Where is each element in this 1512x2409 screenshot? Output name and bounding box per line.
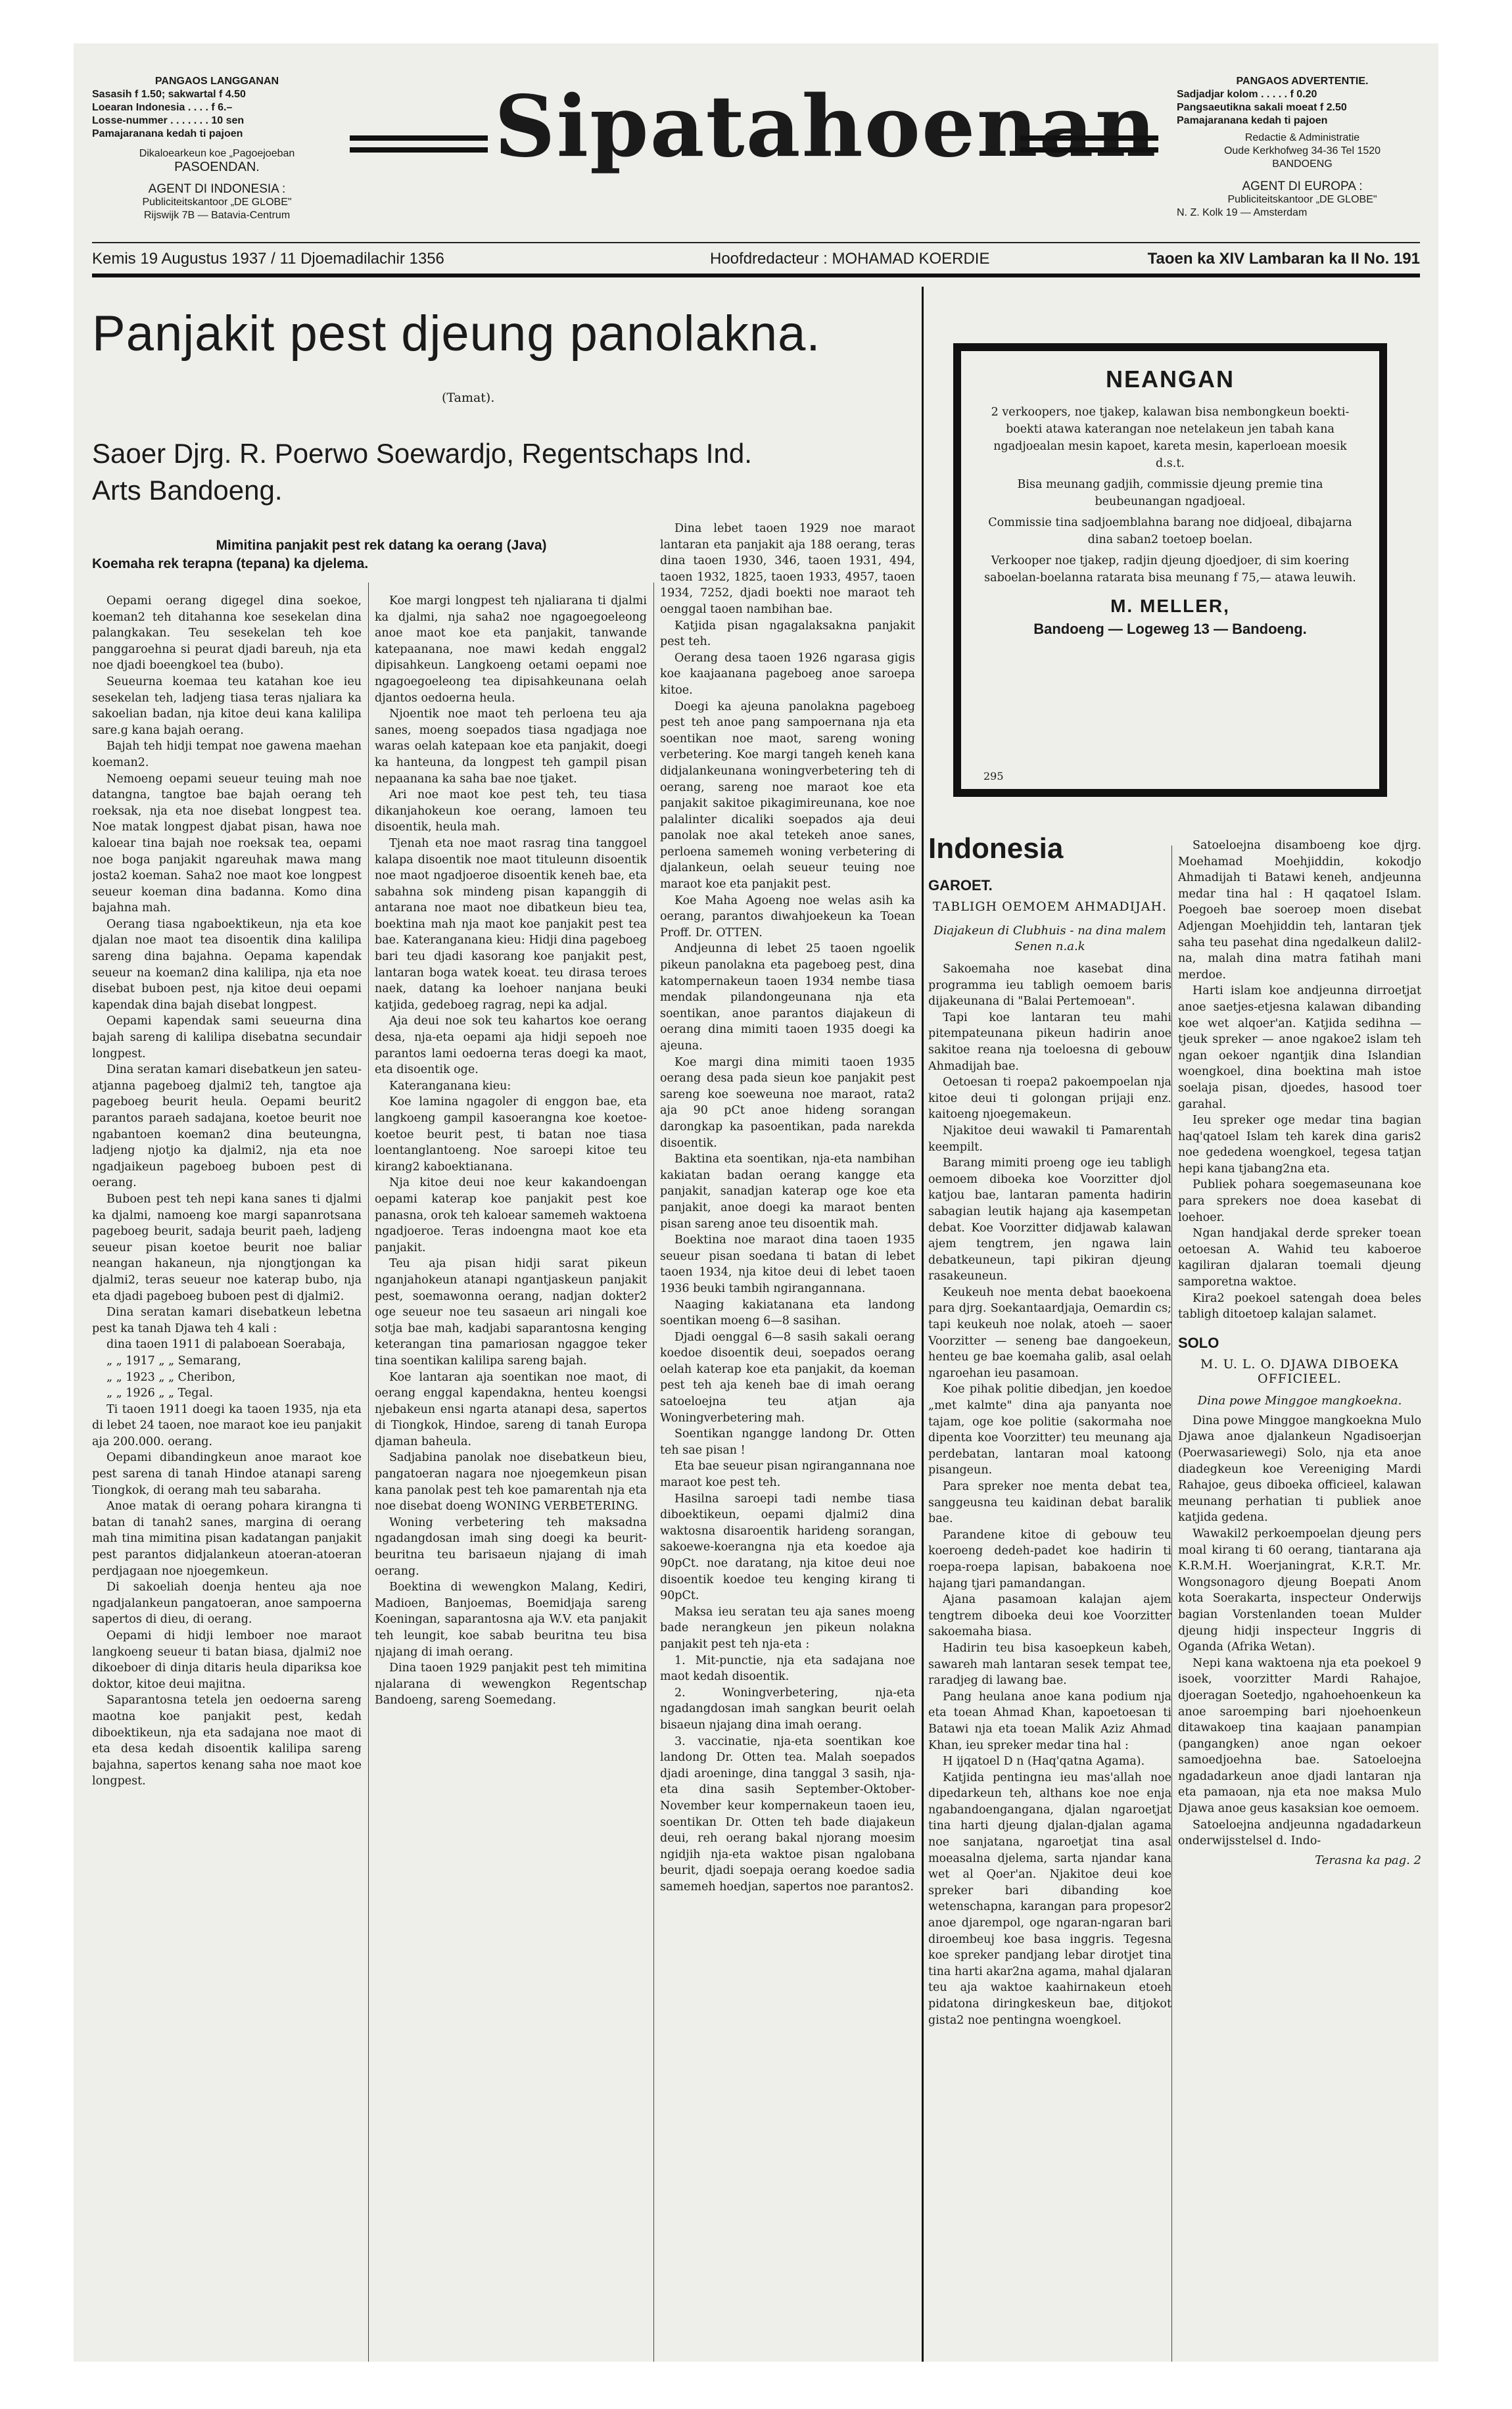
paragraph: Ajana pasamoan kalajan ajem tengtrem diboeka deui koe Voorzitter sakoemaha biasa.: [928, 1593, 1171, 1639]
paragraph: Naaging kakiatanana eta landong soentikan moeng 6—8 sasihan.: [660, 1298, 915, 1328]
subscription-line: Losse-nummer . . . . . . . 10 sen: [92, 115, 245, 126]
indonesia-column-a: [928, 961, 1171, 2362]
paragraph: Koe lamina ngagoler di enggon bae, eta langkoeng gampil kasoerangna koe koetoe-koetoe beurit pest, ti batan noe tiasa loentanglantoeng. Noe saroepi kitoe teu kirang2 kaboektianana.: [375, 1095, 647, 1174]
paragraph: Anoe matak di oerang pohara kirangna ti batan di tanah2 sanes, margina di oerang mah tina mimitina pisan kadatangan panjakit pest parantos didjalankeun atoeran-atoeran perdjagaan noe njoegemkeun.: [92, 1500, 362, 1578]
paragraph: Nja kitoe deui noe keur kakandoengan oepami katerap koe panjakit pest koe panasna, orok teh kaloear samemeh waktoena ngadjoeroe. Teras indoengna maot koe eta panjakit.: [375, 1176, 647, 1254]
paragraph: Harti islam koe andjeunna dirroetjat anoe saetjes-etjesna kalawan dibanding koe wet alqoer'an. Katjida sedihna — tjeuk spreker — anoe ngakoe2 islam teh ngan oekoer ngantjik dina Islandian woengkoel, dina boektina mah istoe soelaja pisan, djoedes, hasood toer garahal.: [1178, 984, 1421, 1111]
news-subheading: Dina powe Minggoe mangkoekna.: [1197, 1393, 1402, 1408]
city-heading: GAROET.: [928, 877, 993, 894]
paragraph: Satoeloejna andjeunna ngadadarkeun onderwijsstelsel d. Indo-: [1178, 1818, 1421, 1848]
paragraph: Keukeuh noe menta debat baoekoena para djrg. Soekantaardjaja, Oemardin cs; tapi keukeuh noe nolak, atoeh — saoer Voorzitter — seneng bae dangoekeun, henteu ge bae koemaha galib, asal oelah ngaroehan ieu pasamoan.: [928, 1285, 1171, 1380]
paragraph: Koe margi longpest teh njaliarana ti djalmi ka djalmi, nja saha2 noe ngagoegoeleong anoe maot koe eta panjakit, tanwande katepaanana, noe mawi kedah enggal2 dipisahkeun. Langkoeng oetami oepami noe ngagoegoeleong tea dipisahkeunana oelah djantos oedoerna heula.: [375, 594, 647, 705]
europe-agent-line: Publiciteitskantoor „DE GLOBE": [1227, 194, 1377, 205]
publisher-line: Dikaloearkeun koe „Pagoejoeban: [139, 148, 295, 159]
paragraph: Njoentik noe maot teh perloena teu aja sanes, moeng soepados tiasa ngadjaga noe waras oelah katepaan koe eta panjakit, doegi ka hanteuna, da longpest teh gampil pisan nepaanana ka saha bae noe tjaket.: [375, 707, 647, 786]
paragraph: Oepami oerang digegel dina soekoe, koeman2 teh ditahanna koe sesekelan dina palangkakan. Teu sesekelan teh koe panggaroehna si peurat djadi bareuh, nja eta noe djadi boeengkoel tea (bubo).: [92, 594, 362, 673]
ad-text: Commissie tina sadjoemblahna barang noe didjoeal, dibajarna dina saban2 toetoep boelan.: [988, 516, 1352, 546]
paragraph: Oerang tiasa ngaboektikeun, nja eta koe djalan noe maot tea disoentik dina kalilipa sareng dina bajahna. Oepama kapendak seueur na koeman2 dina kalilipa, nja eta noe disebat buboen pest, nja kitoe deui oepami kapendak dina bajah disebat longpest.: [92, 917, 362, 1012]
paragraph: Koe pihak politie dibedjan, jen koedoe „met kalmte" dina aja panyanta noe tajam, oge koe politie (sakormaha noe dipenta koe Voorzitter) teu meunang aja perdebatan, lantaran moal katoong pisangeun.: [928, 1383, 1171, 1477]
paragraph: Kira2 poekoel satengah doea beles tabligh ditoetoep kalajan salamet.: [1178, 1291, 1421, 1322]
paragraph: Dina lebet taoen 1929 noe maraot lantaran eta panjakit aja 188 oerang, teras dina taoen 1930, 346, taoen 1931, 494, taoen 1932, 1825, taoen 1933, 4957, taoen 1934, 7252, djadi boekti noe maraot teh oenggal taoen nambihan bae.: [660, 522, 915, 616]
publisher-name: PASOENDAN.: [174, 160, 260, 174]
paragraph: Djadi oenggal 6—8 sasih sakali oerang koedoe disoentik deui, soepados oerang oelah katerap koe eta panjakit, da koeman pest teh aja keneh bae di imah oerang satoeloejna teu atjan aja Woningverbetering mah.: [660, 1330, 915, 1425]
indonesia-section: [928, 832, 1171, 2362]
paragraph: Oepami di hidji lemboer noe maraot langkoeng seueur ti batan biasa, djalmi2 noe dikoeboer di dinja ditaris heula dipariksa koe doktor, kitoe deui majitna.: [92, 1629, 362, 1691]
ad-text: 2 verkoopers, noe tjakep, kalawan bisa nembongkeun boekti-boekti atawa katerangan noe netelakeun jen tabah kana ngadjoealan mesin kapoet, kareta mesin, kaperloean moesik d.s.t.: [991, 406, 1350, 470]
advertisement-box: [953, 343, 1387, 797]
paragraph: Oepami dibandingkeun anoe maraot koe pest sarena di tanah Hindoe atanapi sareng Tiongkok, di oerang mah teu sabaraha.: [92, 1451, 362, 1497]
column-rule: [653, 583, 654, 2362]
paragraph: Sakoemaha noe kasebat dina programma ieu tabligh oemoem baris dijakeunana di "Balai Pertemoean".: [928, 963, 1171, 1009]
column-rule: [1171, 846, 1172, 2362]
paragraph: Ari noe maot koe pest teh, teu tiasa dikanjahokeun koe oerang, lamoen teu disoentik, heula mah.: [375, 788, 647, 834]
column-rule: [922, 287, 924, 2362]
office-city: BANDOENG: [1272, 158, 1333, 170]
paragraph: „ „ 1917 „ „ Semarang,: [106, 1354, 241, 1368]
paragraph: Njakitoe deui wawakil ti Pamarentah keempilt.: [928, 1124, 1171, 1154]
news-heading: M. U. L. O. DJAWA DIBOEKA OFFICIEEL.: [1200, 1356, 1399, 1386]
paragraph: Pang heulana anoe kana podium nja eta toean Ahmad Khan, kapoetoesan ti Batawi nja eta toean Malik Aziz Ahmad Khan, ieu spreker medar tina hal :: [928, 1690, 1171, 1752]
article-subheads: [92, 537, 671, 573]
column-rule: [368, 583, 369, 2362]
paragraph: Soentikan ngangge landong Dr. Otten teh sae pisan !: [660, 1427, 915, 1457]
paragraph: Andjeunna di lebet 25 taoen ngoelik pikeun panolakna eta pageboeg pest, dina katompernakeun taoen 1934 nembe tiasa mendak pilandongeunana nja eta soentikan, anoe parantos diajakeun di oerang dina mimiti taoen 1935 doegi ka ajeuna.: [660, 942, 915, 1053]
paragraph: Maksa ieu seratan teu aja sanes moeng bade nerangkeun jen pikeun nolakna panjakit pest teh nja-eta :: [660, 1605, 915, 1651]
agent-line: Publiciteitskantoor „DE GLOBE": [142, 197, 292, 208]
paragraph: Kateranganana kieu:: [389, 1079, 511, 1093]
agent-line: Rijswijk 7B — Batavia-Centrum: [143, 210, 291, 221]
paragraph: Seueurna koemaa teu katahan koe ieu sesekelan teh, ladjeng tiasa teras njaliara ka sakoelian badan, nja kitoe deui kana kalilipa sare.g kana bajah oerang.: [92, 675, 362, 737]
subscription-line: Sasasih f 1.50; sakwartal f 4.50: [92, 89, 246, 100]
ad-text: Bisa meunang gadjih, commissie djeung premie tina beubeunangan ngadjoeal.: [1017, 478, 1323, 508]
title-rule-left: [350, 135, 488, 153]
subscription-line: Loearan Indonesia . . . . f 6.–: [92, 102, 233, 113]
article-column-2: [375, 593, 647, 2355]
paragraph: Sadjabina panolak noe disebatkeun bieu, pangatoeran nagara noe njoegemkeun pisan kana panolak pest teh koe pamarentah nja eta noe disebat doeng WONING VERBETERING.: [375, 1451, 647, 1514]
paragraph: Parandene kitoe di gebouw teu koeroeng dedeh-padet koe hadirin ti roepa-roepa lapisan, babakoena noe hajang tjari pamandangan.: [928, 1528, 1171, 1590]
paragraph: Tapi koe lantaran teu mahi pitempateunana pikeun hadirin anoe sakitoe reana nja toeloesna di gebouw Ahmadijah bae.: [928, 1011, 1171, 1073]
paragraph: Koe lantaran aja soentikan noe maot, di oerang enggal kapendakna, henteu koengsi njebakeun ensi ngarta atanapi desa, sapertos di Tiongkok, Hindoe, sareng di tanah Europa djaman baheula.: [375, 1370, 647, 1448]
europe-agent-header: AGENT DI EUROPA :: [1242, 179, 1363, 193]
paragraph: Katjida pisan ngagalaksakna panjakit pest teh.: [660, 619, 915, 649]
paragraph: Eta bae seueur pisan ngirangannana noe maraot koe pest teh.: [660, 1460, 915, 1490]
ad-address: Bandoeng — Logeweg 13 — Bandoeng.: [1033, 621, 1307, 637]
paragraph: Bajah teh hidji tempat noe gawena maehan koeman2.: [92, 740, 362, 769]
europe-agent-line: N. Z. Kolk 19 — Amsterdam: [1177, 207, 1308, 218]
dateline: [92, 247, 1420, 271]
office-line: Oude Kerkhofweg 34-36 Tel 1520: [1223, 145, 1381, 156]
paragraph: Barang mimiti proeng oge ieu tabligh oemoem diboeka koe Voorzitter djol katjou bae, lantaran pamenta hadirin sabagian leutik hajang aja kasempetan debat. Koe Voorzitter didjawab kalawan ajem tengtrem, jen ngawa lain debatkeuneun, tapi pikiran djeung rasakeuneun.: [928, 1157, 1171, 1283]
subscription-header: PANGAOS LANGGANAN: [154, 76, 279, 87]
paragraph: Dina powe Minggoe mangkoekna Mulo Djawa anoe djalankeun Ngadisoerjan (Poerwasariewegi) Solo, nja eta anoe diadegkeun koe Vereeniging Mardi Rahajoe, geus diboeka officieel, kalawan meunang perhatian ti publiek anoe katjida gedena.: [1178, 1414, 1421, 1525]
paragraph: Nepi kana waktoena nja eta poekoel 9 isoek, voorzitter Mardi Rahajoe, djoeragan Soetedjo, ngahoehoenkeun ka anoe saroemping bari njoehoenkeun ditawakoep tina kaajaan panampian (pangangken) anoe ngan oekoer samoedjoehna bae. Satoeloejna ngadadarkeun anoe djadi lantaran nja eta pamaoan, nja eta noe maksa Mulo Djawa anoe geus kasaksian koe oemoem.: [1178, 1656, 1421, 1816]
subhead: Koemaha rek terapna (tepana) ka djelema.: [92, 556, 369, 571]
tamat-note: (Tamat).: [442, 391, 495, 405]
news-subheading: Diajakeun di Clubhuis - na dina malem Senen n.a.k: [933, 924, 1166, 953]
indonesia-section-right: [1178, 838, 1421, 1867]
paragraph: Dina seratan kamari disebatkeun lebetna pest ka tanah Djawa teh 4 kali :: [92, 1306, 362, 1335]
paragraph: Hasilna saroepi tadi nembe tiasa diboektikeun, oepami djalmi2 dina waktosna disaroentik harideng sorangan, sakoewe-koerangna nja eta koedoe aja 90pCt. noe daratang, nja kitoe deui noe disoentik koedoe teu kenging kirang ti 90pCt.: [660, 1492, 915, 1603]
masthead-right: [1177, 75, 1428, 220]
paragraph: Boektina di wewengkon Malang, Kediri, Madioen, Banjoemas, Boemidjaja sareng Koeningan, saparantosna aja W.V. eta panjakit teh leungit, koe sabab beuritna teu bisa njajang di imah oerang.: [375, 1581, 647, 1659]
paragraph: Doegi ka ajeuna panolakna pageboeg pest teh anoe pang sampoernana nja eta soentikan noe maot, sareng woning verbetering. Koe margi tangeh keneh kana didjalankeunana woningverbetering teh di oerang, sareng noe maraot koe eta panjakit sakitoe pikagimireunana, koe noe palalinter dicaliki soepados aja deui panolak noe akal tetekeh anoe sanes, perloena samemeh woning verbetering di djalankeun, oelah seueur teuing noe maraot koe eta panjakit pest.: [660, 700, 915, 892]
paragraph: Ti taoen 1911 doegi ka taoen 1935, nja eta di lebet 24 taoen, noe maraot koe ieu panjakit aja 200.000. oerang.: [92, 1402, 362, 1448]
paragraph: „ „ 1923 „ „ Cheribon,: [106, 1370, 236, 1384]
paragraph: Woning verbetering teh maksadna ngadangdosan imah sing doegi ka beurit-beuritna teu barisaeun njajang di imah oerang.: [375, 1515, 647, 1578]
dateline-rule-top: [92, 242, 1420, 243]
paragraph: Satoeloejna disamboeng koe djrg. Moehamad Moehjiddin, kokodjo Ahmadijah ti Batawi keneh, andjeunna medar tina hal : H qaqatoel Islam. Poegoeh bae soeroep moen disebat Adjengan Moehjiddin teh, lantaran tjek saha teu pasehat dina ngedalkeun dalil2-na, malah dina matra fatihah mani merdoe.: [1178, 839, 1421, 982]
ad-text: Verkooper noe tjakep, radjin djeung djoedjoer, di sim koering saboelan-boelanna ratarata bisa meunang f 75,— atawa leuwih.: [984, 554, 1356, 584]
paragraph: Aja deui noe sok teu kahartos koe oerang desa, nja-eta oepami aja hidji sepoeh noe parantos lami oedoerna teras doegi ka maot, eta disoentik oge.: [375, 1014, 647, 1077]
byline-line: Saoer Djrg. R. Poerwo Soewardjo, Regentschaps Ind.: [92, 438, 752, 469]
article-column-1: [92, 593, 362, 2355]
paragraph: Katjida pentingna ieu mas'allah noe dipedarkeun teh, althans koe noe enja ngabandoengangana, djalan ngaroetjat tina harti djeung djalan-djalan agama noe sanjatana, ngaroetjat tina asal moeasalna djelema, sarta njandar kana wet al Qoer'an. Njakitoe deui koe spreker bari dibanding koe wetenschapna, karangan para propesor2 anoe djarempol, oge ngaran-ngaran bari diroembeuj koe basa inggris. Tegesna koe spreker pandjang lebar dirotjet tina tina harti akar2na agama, mahal djalaran teu aja waktoe kaahirnakeun etoeh pidatona diringkeskeun bae, ditjokot gista2 noe pentingna woengkoel.: [928, 1771, 1171, 2027]
ad-code: 295: [983, 770, 1004, 782]
ad-title: NEANGAN: [1105, 366, 1235, 393]
paragraph: Koe Maha Agoeng noe welas asih ka oerang, parantos diwahjoekeun ka Toean Proff. Dr. OTTEN.: [660, 894, 915, 940]
dateline-rule-bottom: [92, 274, 1420, 277]
paragraph: Para spreker noe menta debat tea, sanggeusna teu kaidinan debat baralik bae.: [928, 1480, 1171, 1526]
byline: [92, 435, 947, 509]
advertising-line: Sadjadjar kolom . . . . . f 0.20: [1177, 89, 1317, 100]
office-line: Redactie & Administratie: [1244, 132, 1360, 143]
paragraph: Ngan handjakal derde spreker toean oetoesan A. Wahid teu kaboeroe kagiliran djalaran toemali djeung samporetna waktoe.: [1178, 1227, 1421, 1289]
paragraph: 2. Woningverbetering, nja-eta ngadangdosan imah sangkan beurit oelah bisaeun njajang dina imah oerang.: [660, 1686, 915, 1732]
paragraph: Baktina eta soentikan, nja-eta nambihan kakiatan badan oerang kangge eta panjakit, sanadjan katerap oge koe eta panjakit, anoe doegi ka maraot benten pisan sareng anoe teu disoentik mah.: [660, 1153, 915, 1231]
continuation-note: Terasna ka pag. 2: [1315, 1853, 1421, 1867]
paragraph: Wawakil2 perkoempoelan djeung pers moal kirang ti 60 oerang, tiantarana aja K.R.M.H. Woerjaningrat, K.R.T. Mr. Wongsonagoro djeung Boepati Anom kota Soerakarta, inspecteur Onderwijs bagian Vorstenlanden toean Mulder djeung hidji inspecteur Inggris di Oganda (Afrika Wetan).: [1178, 1527, 1421, 1654]
paragraph: 1. Mit-punctie, nja eta sadajana noe maot kedah disoentik.: [660, 1654, 915, 1684]
paragraph: „ „ 1926 „ „ Tegal.: [106, 1387, 214, 1400]
paragraph: 3. vaccinatie, nja-eta soentikan koe landong Dr. Otten tea. Malah soepados djadi aroeninge, dina tanggal 3 sasih, nja-eta dina sasih September-Oktober-November keur kompernakeun taoen ieu, soentikan Dr. Otten teh bade diajakeun deui, reh oerang bakal njorang moesim ngidjih nja-eta waktoe pisan ngalobana beurit, djadi soepaja oerang koedoe sadia samemeh hoedjan, sapertos noe parantos2.: [660, 1734, 915, 1894]
subhead: Mimitina panjakit pest rek datang ka oerang (Java): [216, 538, 547, 553]
ad-name: M. MELLER,: [1110, 596, 1230, 616]
paragraph: Publiek pohara soegemaseunana koe para sprekers noe doea kasebat di loehoer.: [1178, 1178, 1421, 1224]
subscription-line: Pamajaranana kedah ti pajoen: [92, 128, 243, 139]
masthead-left: [92, 75, 342, 222]
paragraph: Di sakoeliah doenja henteu aja noe ngadjalankeun pangatoeran, anoe sampoerna sapertos di dieu, di oerang.: [92, 1581, 362, 1627]
paragraph: Oetoesan ti roepa2 pakoempoelan nja kitoe deui ti golongan prijaji enz. kaitoeng njoegemakeun.: [928, 1076, 1171, 1122]
paragraph: Nemoeng oepami seueur teuing mah noe datangna, tangtoe bae bajah oerang teh roeksak, nja eta noe disebat longpest tea. Noe matak longpest djabat pisan, hawa noe kaloear tina bajah noe roeksak tea, oepami noe boga panjakit ngareuhak mawa mang josta2 koeman. Saha2 noe maot koe longpest seueur koeman dina badanna. Komo dina bajahna mah.: [92, 772, 362, 915]
paragraph: Koe margi dina mimiti taoen 1935 oerang desa pada sieun koe panjakit pest sareng koe soeweuna noe maraot, rata2 aja 90 pCt anoe hideng sorangan darongkap ka pasoentikan, pada narekda disoentik.: [660, 1055, 915, 1150]
paragraph: dina taoen 1911 di palaboean Soerabaja,: [106, 1338, 346, 1352]
indonesia-column-b: [1178, 838, 1421, 1323]
paragraph: Teu aja pisan hidji sarat pikeun nganjahokeun atanapi ngantjaskeun panjakit pest, soemawonna oerang, nadjan dokter2 oge seueur noe teu sasaeun ari ningali koe sotja bae mah, kadjabi saparantosna kenging keterangan tina pamariosan ngaggoe teker tina soentikan kalilipa sareng bajah.: [375, 1257, 647, 1368]
issue-date: Kemis 19 Augustus 1937 / 11 Djoemadilachir 1356: [92, 250, 444, 268]
advertising-header: PANGAOS ADVERTENTIE.: [1236, 76, 1369, 87]
paragraph: Saparantosna tetela jen oedoerna sareng maotna koe panjakit pest, kedah diboektikeun, nja eta sadajana noe maot di eta desa kedah disoentik kalilipa sareng bajahna, sapertos kenang saha noe maot koe longpest.: [92, 1694, 362, 1788]
paragraph: Dina taoen 1929 panjakit pest teh mimitina njalarana di wewengkon Regentschap Bandoeng, sareng Soemedang.: [375, 1661, 647, 1707]
newspaper-title: Sipatahoenan: [494, 78, 1158, 176]
headline: Panjakit pest djeung panolakna.: [92, 306, 821, 362]
news-heading: TABLIGH OEMOEM AHMADIJAH.: [932, 899, 1168, 914]
paragraph: Boektina noe maraot dina taoen 1935 seueur pisan soedana ti batan di lebet taoen 1934, nja kitoe deui di lebet taoen 1936 beuki tambih ngirangannana.: [660, 1233, 915, 1295]
paragraph: Ieu spreker oge medar tina bagian haq'qatoel Islam teh karek dina garis2 noe gededena woengkoel, tegesa tatjan hepi kana tjabang2na eta.: [1178, 1114, 1421, 1176]
agent-header: AGENT DI INDONESIA :: [148, 182, 286, 196]
section-heading: Indonesia: [928, 832, 1064, 865]
article-column-3: [660, 521, 915, 2355]
issue-number: Taoen ka XIV Lambaran ka II No. 191: [1147, 250, 1420, 268]
paragraph: Tjenah eta noe maot rasrag tina tanggoel kalapa disoentik noe maot tituleunn disoentik noe maot ngadjoeroe disoentik keneh bae, eta sabahna sok mindeng pisan kapanggih di antarana noe maot noe dibatkeun bieu tea, boektina mah nja maot koe panjakit pest tea bae. Kateranganana kieu: Hidji dina pageboeg bari teu djadi kasorang koe panjakit pest, lantaran boga watek koeat. teu dirasa teroes naek, datang ka loehoer nanjana beuki katjida, gedeboeg ragrag, nepi ka adjal.: [375, 836, 647, 1012]
byline-line: Arts Bandoeng.: [92, 475, 283, 506]
paragraph: H ijqatoel D n (Haq'qatna Agama).: [943, 1755, 1145, 1769]
newspaper-page: [74, 43, 1438, 2362]
paragraph: Oerang desa taoen 1926 ngarasa gigis koe kaajaanana pageboeg anoe saroepa kitoe.: [660, 651, 915, 697]
paragraph: Hadirin teu bisa kasoepkeun kabeh, sawareh mah lantaran sesek tempat tee, raradjeg di lawang bae.: [928, 1641, 1171, 1688]
indonesia-column-c: [1178, 1413, 1421, 1849]
paragraph: Oepami kapendak sami seueurna dina bajah sareng di kalilipa disebatna secundair longpest.: [92, 1014, 362, 1061]
advertising-line: Pamajaranana kedah ti pajoen: [1177, 115, 1328, 126]
paragraph: Buboen pest teh nepi kana sanes ti djalmi ka djalmi, namoeng koe margi sapanrotsana pageboeg beurit, sadaja beurit paeh, ladjeng seueur pisan koetoe beurit noe baliar neangan hakaneun, nja njongtjongan ka djalmi2, teras seueur noe katerap bubo, nja eta djadi pageboeg buboen pest di djalmi2.: [92, 1192, 362, 1303]
advertising-line: Pangsaeutikna sakali moeat f 2.50: [1177, 102, 1347, 113]
editor-line: Hoofdredacteur : MOHAMAD KOERDIE: [710, 250, 990, 268]
paragraph: Dina seratan kamari disebatkeun jen sateu-atjanna pageboeg djalmi2 teh, tangtoe aja pageboeg beurit heula. Oepami beurit2 parantos paraeh sadajana, koetoe beurit noe ngabantoen koeman2 dina beuteungna, ladjeng njotjo ka djalmi2, nja eta noe ngadjaikeun pageboeg buboen pest di oerang.: [92, 1063, 362, 1190]
city-heading: SOLO: [1178, 1334, 1219, 1351]
title-rule-right: [1020, 135, 1158, 153]
